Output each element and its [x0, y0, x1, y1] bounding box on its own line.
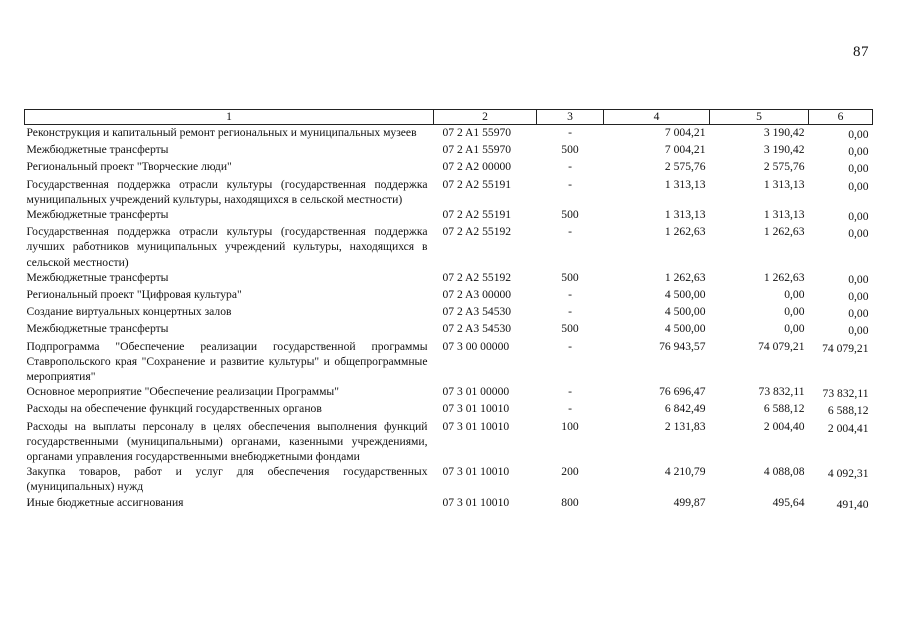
- row-value-col4: 76 696,47: [659, 385, 706, 399]
- row-value-col6: 4 092,31: [827, 467, 869, 481]
- row-code-cell: 07 2 A2 55191: [442, 177, 512, 191]
- column-header-4: 4: [604, 110, 710, 125]
- row-type-cell: 500: [561, 143, 579, 157]
- row-value-col5: 0,00: [784, 288, 805, 302]
- column-header-6: 6: [809, 110, 873, 125]
- row-type-cell: -: [568, 385, 572, 399]
- row-value-col6: 491,40: [836, 497, 869, 511]
- row-name-cell: Закупка товаров, работ и услуг для обеспечения государственных (муниципальных) нужд: [26, 465, 428, 494]
- table-row: [25, 125, 873, 143]
- row-value-col6: 0,00: [848, 272, 869, 286]
- row-type-cell: 200: [561, 465, 579, 479]
- row-code-cell: 07 3 01 10010: [442, 419, 510, 433]
- row-type-cell: 500: [561, 322, 579, 336]
- table-row: [25, 304, 873, 321]
- row-value-col4: 1 313,13: [664, 208, 706, 222]
- row-value-col4: 7 004,21: [664, 126, 706, 139]
- row-value-col5: 3 190,42: [763, 143, 805, 157]
- budget-table: [24, 109, 873, 512]
- row-name-cell: Межбюджетные трансферты: [26, 208, 169, 222]
- row-value-col4: 1 313,13: [664, 177, 706, 191]
- row-value-col5: 74 079,21: [758, 339, 805, 353]
- row-value-col6: 73 832,11: [822, 387, 869, 401]
- row-code-cell: 07 3 01 10010: [442, 465, 510, 479]
- row-value-col5: 2 004,40: [763, 419, 805, 433]
- row-value-col4: 4 500,00: [664, 322, 706, 336]
- header-row: [25, 110, 873, 125]
- row-code-cell: 07 2 A1 55970: [442, 143, 512, 157]
- row-name-cell: Межбюджетные трансферты: [26, 270, 169, 284]
- row-value-col5: 73 832,11: [758, 385, 805, 399]
- row-name-cell: Государственная поддержка отрасли культуры (государственная поддержка муниципальных учреждений культуры, находящихся в сельской местности): [26, 177, 428, 206]
- row-value-col5: 1 262,63: [763, 270, 805, 284]
- row-name-cell: Расходы на обеспечение функций государственных органов: [26, 402, 322, 416]
- row-value-col5: 1 313,13: [763, 177, 805, 191]
- row-value-col4: 4 210,79: [664, 465, 706, 479]
- row-code-cell: 07 2 A2 55191: [442, 208, 512, 222]
- table-row: [25, 207, 873, 224]
- row-code-cell: 07 2 A2 55192: [442, 225, 512, 239]
- table-row: [25, 384, 873, 401]
- row-type-cell: 500: [561, 208, 579, 222]
- row-name-cell: Создание виртуальных концертных залов: [26, 305, 232, 319]
- row-type-cell: 100: [561, 419, 579, 433]
- row-value-col4: 1 262,63: [664, 225, 706, 239]
- row-type-cell: 500: [561, 270, 579, 284]
- row-value-col6: 0,00: [848, 227, 869, 241]
- row-name-cell: Расходы на выплаты персоналу в целях обеспечения выполнения функций государственными (муниципальными) органами, казенными учреждениями, органами управления государственными внебюджетными фондами: [26, 419, 428, 464]
- row-type-cell: 800: [561, 495, 579, 509]
- row-type-cell: -: [568, 177, 572, 191]
- row-value-col4: 76 943,57: [659, 339, 706, 353]
- page-number: 87: [853, 44, 869, 60]
- row-value-col4: 4 500,00: [664, 288, 706, 302]
- row-value-col6: 0,00: [848, 290, 869, 304]
- row-code-cell: 07 3 01 00000: [442, 385, 510, 399]
- row-value-col4: 7 004,21: [664, 143, 706, 157]
- row-value-col6: 0,00: [848, 324, 869, 338]
- column-header-2: 2: [434, 110, 537, 125]
- row-value-col6: 0,00: [848, 162, 869, 176]
- table-row: [25, 287, 873, 304]
- row-name-cell: Реконструкция и капитальный ремонт региональных и муниципальных музеев: [26, 126, 417, 139]
- row-name-cell: Подпрограмма "Обеспечение реализации государственной программы Ставропольского края "Сохранение и развитие культуры" и общепрограммные мероприятия": [26, 339, 428, 384]
- row-code-cell: 07 2 A1 55970: [442, 126, 512, 139]
- row-code-cell: 07 3 01 10010: [442, 402, 510, 416]
- row-value-col4: 4 500,00: [664, 305, 706, 319]
- table-body: [25, 125, 873, 512]
- row-value-col4: 499,87: [673, 495, 706, 509]
- row-name-cell: Региональный проект "Цифровая культура": [26, 288, 242, 302]
- row-value-col5: 1 313,13: [763, 208, 805, 222]
- row-value-col6: 0,00: [848, 145, 869, 159]
- column-header-5: 5: [710, 110, 809, 125]
- row-type-cell: -: [568, 402, 572, 416]
- row-value-col5: 0,00: [784, 322, 805, 336]
- row-name-cell: Основное мероприятие "Обеспечение реализации Программы": [26, 385, 339, 399]
- row-name-cell: Региональный проект "Творческие люди": [26, 160, 232, 174]
- row-code-cell: 07 2 A3 54530: [442, 322, 512, 336]
- row-code-cell: 07 2 A2 55192: [442, 270, 512, 284]
- row-code-cell: 07 2 A3 00000: [442, 288, 512, 302]
- table-row: [25, 339, 873, 385]
- row-value-col6: 0,00: [848, 128, 869, 141]
- row-value-col4: 2 575,76: [664, 160, 706, 174]
- row-type-cell: -: [568, 160, 572, 174]
- row-type-cell: -: [568, 225, 572, 239]
- row-value-col5: 4 088,08: [763, 465, 805, 479]
- row-value-col6: 6 588,12: [827, 404, 869, 418]
- table-row: [25, 401, 873, 418]
- row-name-cell: Межбюджетные трансферты: [26, 322, 169, 336]
- table-row: [25, 495, 873, 512]
- row-value-col5: 3 190,42: [763, 126, 805, 139]
- table-row: [25, 224, 873, 270]
- row-value-col6: 0,00: [848, 307, 869, 321]
- row-value-col4: 2 131,83: [664, 419, 706, 433]
- row-value-col5: 6 588,12: [763, 402, 805, 416]
- row-name-cell: Государственная поддержка отрасли культуры (государственная поддержка лучших работников муниципальных учреждений культуры, находящихся в сельской местности): [26, 225, 428, 269]
- table-row: [25, 177, 873, 207]
- row-name-cell: Межбюджетные трансферты: [26, 143, 169, 157]
- row-value-col4: 6 842,49: [664, 402, 706, 416]
- row-type-cell: -: [568, 339, 572, 353]
- table-row: [25, 270, 873, 287]
- row-name-cell: Иные бюджетные ассигнования: [26, 495, 184, 509]
- table-row: [25, 159, 873, 176]
- table-row: [25, 419, 873, 465]
- row-type-cell: -: [568, 288, 572, 302]
- row-type-cell: -: [568, 126, 572, 139]
- row-value-col5: 2 575,76: [763, 160, 805, 174]
- row-code-cell: 07 2 A2 00000: [442, 160, 512, 174]
- table-row: [25, 142, 873, 159]
- column-header-3: 3: [537, 110, 604, 125]
- row-value-col5: 495,64: [772, 495, 805, 509]
- row-value-col6: 74 079,21: [822, 341, 869, 355]
- row-value-col5: 0,00: [784, 305, 805, 319]
- row-value-col5: 1 262,63: [763, 225, 805, 239]
- row-code-cell: 07 3 01 10010: [442, 495, 510, 509]
- row-type-cell: -: [568, 305, 572, 319]
- row-value-col6: 2 004,41: [827, 421, 869, 435]
- row-value-col6: 0,00: [848, 179, 869, 193]
- column-header-1: 1: [25, 110, 434, 125]
- row-value-col6: 0,00: [848, 210, 869, 224]
- row-value-col4: 1 262,63: [664, 270, 706, 284]
- row-code-cell: 07 2 A3 54530: [442, 305, 512, 319]
- table-row: [25, 321, 873, 338]
- row-code-cell: 07 3 00 00000: [442, 339, 510, 353]
- table-row: [25, 464, 873, 494]
